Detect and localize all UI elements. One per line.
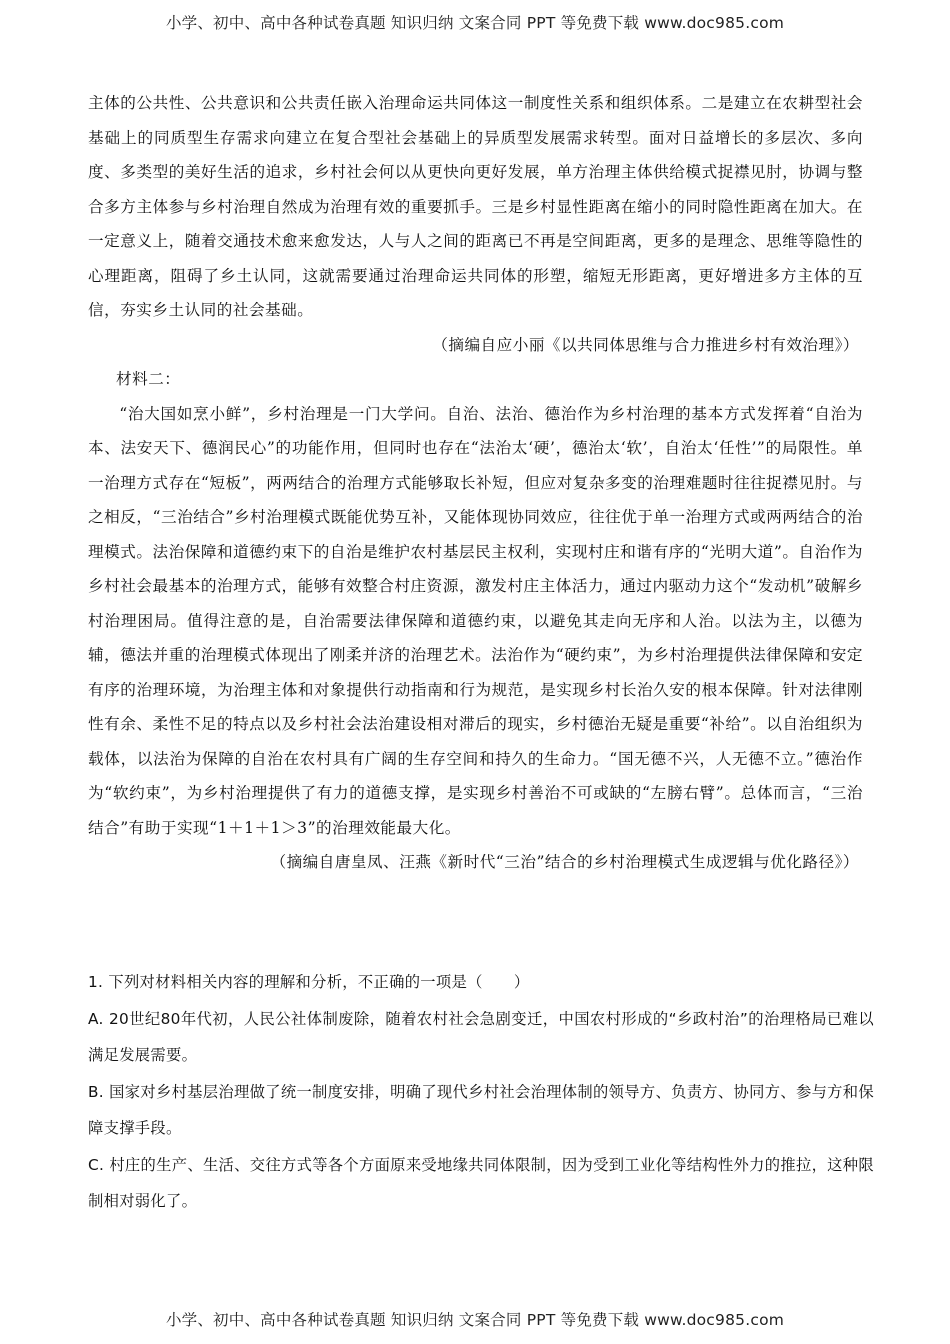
reading-passage xyxy=(88,86,863,880)
page-footer: 小学、初中、高中各种试卷真题 知识归纳 文案合同 PPT 等免费下载 www.doc985.com xyxy=(165,1311,785,1329)
material-one-paragraph: 主体的公共性、公共意识和公共责任嵌入治理命运共同体这一制度性关系和组织体系。二是建立在农耕型社会基础上的同质型生存需求向建立在复合型社会基础上的异质型发展需求转型。面对日益增长的多层次、多向度、多类型的美好生活的追求，乡村社会何以从更快向更好发展，单方治理主体供给模式捉襟见肘，协调与整合多方主体参与乡村治理自然成为治理有效的重要抓手。三是乡村显性距离在缩小的同时隐性距离在加大。在一定意义上，随着交通技术愈来愈发达，人与人之间的距离已不再是空间距离，更多的是理念、思维等隐性的心理距离，阻碍了乡土认同，这就需要通过治理命运共同体的形塑，缩短无形距离，更好增进多方主体的互信，夯实乡土认同的社会基础。 xyxy=(88,94,863,319)
option-a: A. 20世纪80年代初，人民公社体制废除，随着农村社会急剧变迁，中国农村形成的“乡政村治”的治理格局已难以满足发展需要。 xyxy=(88,1009,874,1064)
question-stem: 1. 下列对材料相关内容的理解和分析，不正确的一项是（ ） xyxy=(88,973,530,991)
material-two-source: （摘编自唐皇凤、汪燕《新时代“三治”结合的乡村治理模式生成逻辑与优化路径》） xyxy=(270,853,859,871)
material-one-source: （摘编自应小丽《以共同体思维与合力推进乡村有效治理》） xyxy=(432,335,859,354)
page-header: 小学、初中、高中各种试卷真题 知识归纳 文案合同 PPT 等免费下载 www.doc985.com xyxy=(165,14,785,32)
material-two-heading: 材料二： xyxy=(116,370,181,388)
option-b: B. 国家对乡村基层治理做了统一制度安排，明确了现代乡村社会治理体制的领导方、负责方、协同方、参与方和保障支撑手段。 xyxy=(88,1082,874,1137)
option-c: C. 村庄的生产、生活、交往方式等各个方面原来受地缘共同体限制，因为受到工业化等结构性外力的推拉，这种限制相对弱化了。 xyxy=(88,1155,874,1210)
material-two-paragraph: “治大国如烹小鲜”，乡村治理是一门大学问。自治、法治、德治作为乡村治理的基本方式发挥着“自治为本、法安天下、德润民心”的功能作用，但同时也存在“法治太‘硬’，德治太‘软’，自治太‘任性’”的局限性。单一治理方式存在“短板”，两两结合的治理方式能够取长补短，但应对复杂多变的治理难题时往往捉襟见肘。与之相反，“三治结合”乡村治理模式既能优势互补，又能体现协同效应，往往优于单一治理方式或两两结合的治理模式。法治保障和道德约束下的自治是维护农村基层民主权利，实现村庄和谐有序的“光明大道”。自治作为乡村社会最基本的治理方式，能够有效整合村庄资源，激发村庄主体活力，通过内驱动力这个“发动机”破解乡村治理困局。值得注意的是，自治需要法律保障和道德约束，以避免其走向无序和人治。以法为主，以德为辅，德法并重的治理模式体现出了刚柔并济的治理艺术。法治作为“硬约束”，为乡村治理提供法律保障和安定有序的治理环境，为治理主体和对象提供行动指南和行为规范，是实现乡村长治久安的根本保障。针对法律刚性有余、柔性不足的特点以及乡村社会法治建设相对滞后的现实，乡村德治无疑是重要“补给”。以自治组织为载体，以法治为保障的自治在农村具有广阔的生存空间和持久的生命力。“国无德不兴，人无德不立。”德治作为“软约束”，为乡村治理提供了有力的道德支撑，是实现乡村善治不可或缺的“左膀右臂”。总体而言，“三治结合”有助于实现“1＋1＋1＞3”的治理效能最大化。 xyxy=(88,404,863,837)
question-block xyxy=(88,964,874,1220)
